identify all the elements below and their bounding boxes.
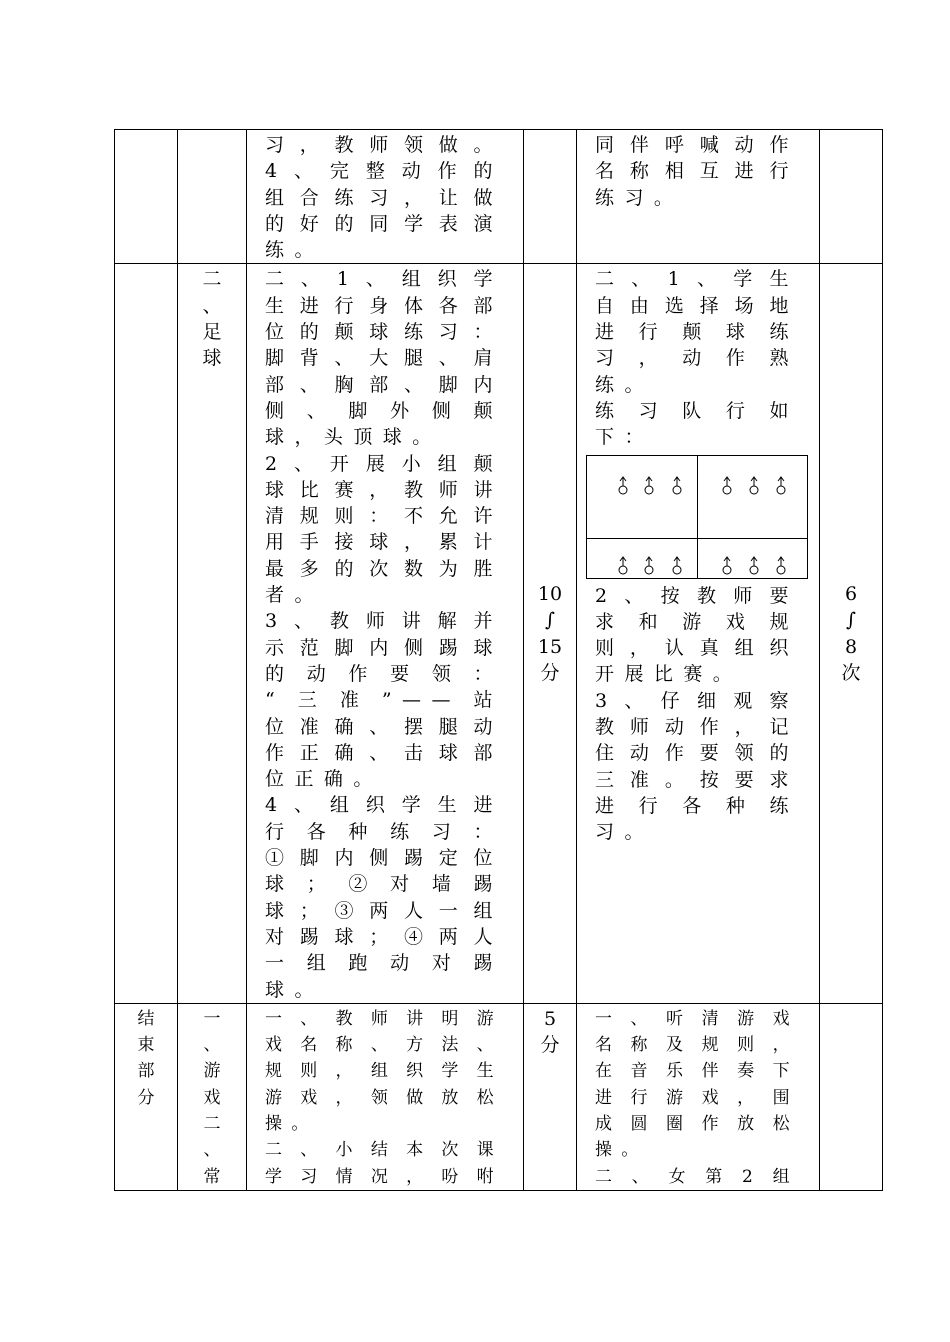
text-line: 下： <box>595 426 654 449</box>
text-line: 游戏，领做放松 <box>265 1087 503 1108</box>
text-line: 习。 <box>595 821 654 844</box>
text-line: 用手接球，累计 <box>265 531 503 554</box>
text-line: 球。 <box>265 978 324 1001</box>
time-cell <box>524 1003 577 1190</box>
text-line: 清规则：不允许 <box>265 505 503 528</box>
text-line: 位的颠球练习： <box>265 321 503 344</box>
text-line: 戏 <box>203 1087 221 1108</box>
text-line: 名称及规则， <box>595 1035 799 1056</box>
text-line: 示范脚内侧踢球 <box>265 636 503 659</box>
time-cell <box>524 130 577 264</box>
student-text <box>577 1004 819 1190</box>
text-line: 位正确。 <box>265 768 383 791</box>
text-line: 二 <box>203 1113 221 1134</box>
text-line: 操。 <box>595 1140 648 1161</box>
text-line: 2、开展小组颠 <box>265 452 503 475</box>
text-line: 最多的次数为胜 <box>265 557 503 580</box>
student-cell <box>577 1003 820 1190</box>
text-line: 练习队行如 <box>595 399 799 422</box>
text-line: 二、女第2组 <box>595 1166 799 1187</box>
time-cell <box>524 264 577 1003</box>
text-line: 二、1、学生 <box>595 268 799 291</box>
section-title: 二 、 足 球 <box>202 268 222 370</box>
text-line: 求和游戏规 <box>595 610 799 633</box>
text-line: 三准。按要求 <box>595 768 799 791</box>
text-line: 位准确、摆腿动 <box>265 715 503 738</box>
table-row <box>115 130 883 264</box>
text-line: 二、1、组织学 <box>265 268 503 291</box>
content-cell <box>247 1003 524 1190</box>
person-figure-icon <box>750 557 758 574</box>
text-line: 侧、脚外侧颠 <box>265 399 503 422</box>
text-line: 一组跑动对踢 <box>265 952 503 975</box>
text-line: 住动作要领的 <box>595 742 799 765</box>
text-line: 生进行身体各部 <box>265 294 503 317</box>
text-line: 一、教师讲明游 <box>265 1008 503 1029</box>
text-line: ①脚内侧踢定位 <box>265 847 503 870</box>
person-figure-icon <box>645 557 653 574</box>
part-cell <box>115 130 178 264</box>
text-line: 操。 <box>265 1113 318 1134</box>
person-figure-icon <box>673 557 681 574</box>
text-line: 球；③两人一组 <box>265 899 503 922</box>
text-line: 一 <box>203 1008 221 1029</box>
person-figure-icon <box>723 557 731 574</box>
section-cell <box>178 1003 247 1190</box>
text-line: 脚背、大腿、肩 <box>265 347 503 370</box>
person-figure-icon <box>777 477 785 494</box>
person-figure-icon <box>777 557 785 574</box>
text-line: 则，认真组织 <box>595 637 799 660</box>
text-line: 进行颠球练 <box>595 321 799 344</box>
student-cell <box>577 130 820 264</box>
time-text: 10 ∫ 15 分 <box>537 583 563 684</box>
text-line: 3、仔细观察 <box>595 689 799 712</box>
text-line: “三准”——站 <box>265 689 503 712</box>
text-line: 游 <box>203 1061 221 1082</box>
student-cell <box>577 264 820 1003</box>
text-line: 对踢球；④两人 <box>265 925 503 948</box>
text-line: 进行游戏，围 <box>595 1087 799 1108</box>
text-line: 2、按教师要 <box>595 584 799 607</box>
teacher-text: 习，教师领做。 4、完整动作的 组合练习，让做 的好的同学表演 练。 <box>265 134 503 262</box>
text-line: 二、小结本次课 <box>265 1140 503 1161</box>
teacher-text <box>247 1004 523 1190</box>
student-text-before <box>577 264 819 450</box>
text-line: 3、教师讲解并 <box>265 610 503 633</box>
text-line: 行各种练习： <box>265 820 503 843</box>
text-line: 者。 <box>265 584 324 607</box>
text-line: 进行各种练 <box>595 794 799 817</box>
text-line: 教师动作，记 <box>595 716 799 739</box>
count-cell <box>820 1003 883 1190</box>
text-line: 规则，组织学生 <box>265 1061 503 1082</box>
text-line: 戏名称、方法、 <box>265 1035 503 1056</box>
teacher-text <box>247 264 523 1002</box>
part-cell <box>115 264 178 1003</box>
text-line: 作正确、击球部 <box>265 741 503 764</box>
person-figure-icon <box>750 477 758 494</box>
text-line: 成圆圈作放松 <box>595 1113 799 1134</box>
content-cell <box>247 264 524 1003</box>
part-cell <box>115 1003 178 1190</box>
student-text: 同伴呼喊动作 名称相互进行 练习。 <box>595 134 799 209</box>
count-cell <box>820 264 883 1003</box>
text-line: 学习情况，吩咐 <box>265 1166 503 1187</box>
student-text-after <box>577 583 819 846</box>
person-figure-icon <box>723 477 731 494</box>
text-line: 部、胸部、脚内 <box>265 373 503 396</box>
text-line: 习，动作熟 <box>595 347 799 370</box>
text-line: 球比赛，教师讲 <box>265 478 503 501</box>
text-line: 4、组织学生进 <box>265 794 503 817</box>
time-text: 5 分 <box>540 1007 560 1057</box>
text-line: 常 <box>203 1166 221 1187</box>
person-figure-icon <box>619 477 627 494</box>
section-cell <box>178 264 247 1003</box>
count-cell <box>820 130 883 264</box>
section-cell <box>178 130 247 264</box>
table-row <box>115 264 883 1003</box>
text-line: 自由选择场地 <box>595 294 799 317</box>
count-text: 6 ∫ 8 次 <box>841 583 861 684</box>
text-line: 、 <box>203 1035 221 1056</box>
formation-figures <box>587 456 809 580</box>
text-line: 、 <box>203 1140 221 1161</box>
person-figure-icon <box>619 557 627 574</box>
text-line: 在音乐伴奏下 <box>595 1061 799 1082</box>
text-line: 练。 <box>595 373 654 396</box>
section-title <box>178 1004 246 1190</box>
text-line: 球；②对墙踢 <box>265 873 503 896</box>
content-cell <box>247 130 524 264</box>
text-line: 开展比赛。 <box>595 663 743 686</box>
lesson-plan-table <box>114 129 883 1191</box>
text-line: 一、听清游戏 <box>595 1008 799 1029</box>
person-figure-icon <box>645 477 653 494</box>
text-line: 的动作要领： <box>265 662 503 685</box>
person-figure-icon <box>673 477 681 494</box>
formation-diagram <box>586 455 808 579</box>
part-title: 结 束 部 分 <box>137 1008 155 1108</box>
table-row <box>115 1003 883 1190</box>
text-line: 球，头顶球。 <box>265 426 442 449</box>
